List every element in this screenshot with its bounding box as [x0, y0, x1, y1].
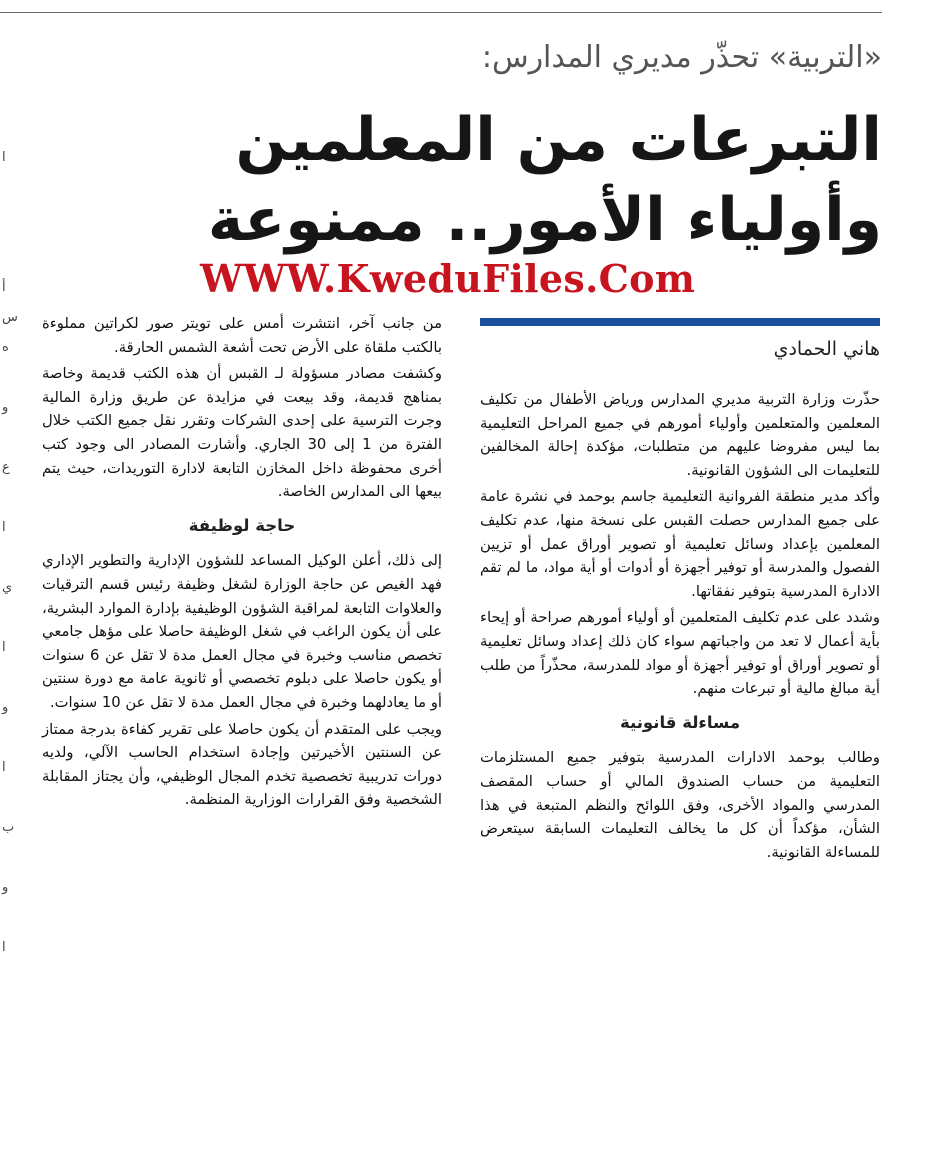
- headline-line-2: وأولياء الأمور.. ممنوعة: [207, 185, 882, 255]
- headline: [162, 100, 882, 260]
- paragraph: إلى ذلك، أعلن الوكيل المساعد للشؤون الإدارية والتطوير الإداري فهد الغيص عن حاجة الوزارة لشغل وظيفة رئيس قسم الترقيات والعلاوات التابعة لمراقبة الشؤون الوظيفية بإدارة الموارد البشرية، على أن يكون الراغب في شغل الوظيفة حاصلا على مؤهل جامعي تخصص مناسب وخبرة في مجال العمل مدة لا تقل عن 6 سنوات أو يكون حاصلا على دبلوم تخصصي أو ثانوية عامة مع دورة سنتين أو ما يعادلهما وخبرة في مجال العمل مدة لا تقل عن 10 سنوات.: [42, 552, 442, 711]
- watermark: WWW.KweduFiles.Com: [200, 256, 696, 301]
- paragraph: وكشفت مصادر مسؤولة لـ القبس أن هذه الكتب قديمة وخاصة بمناهج قديمة، وقد بيعت في مزايدة عن طريق وزارة المالية وجرت الترسية على إحدى الشركات وتقرر نقل جميع الكتب خلال الفترة من 1 إلى 30 الجاري. وأشارت المصادر الى وجود كتب أخرى محفوظة داخل المخازن التابعة لادارة التوريدات، حيث يتم بيعها الى المدارس الخاصة.: [42, 365, 442, 501]
- subheading: حاجة لوظيفة: [188, 515, 296, 535]
- paragraph: من جانب آخر، انتشرت أمس على تويتر صور لكراتين مملوءة بالكتب ملقاة على الأرض تحت أشعة الشمس الحارقة.: [42, 315, 442, 356]
- paragraph: وأكد مدير منطقة الفروانية التعليمية جاسم بوحمد في نشرة عامة على جميع المدارس حصلت القبس على نسخة منها، عدم تكليف المعلمين بإعداد وسائل تعليمية أو تصوير أوراق عمل أو تزيين الفصول والمدرسة أو توفير أجهزة أو أدوات أو أية مواد، ما لم تقم الادارة المدرسية بتوفير نفقاتها.: [480, 488, 880, 600]
- adjacent-article-edge: ا أ س ه و ع ا ي ا و ا ب و ا: [2, 150, 18, 955]
- right-column: [480, 388, 880, 867]
- byline: هاني الحمادي: [773, 338, 880, 360]
- paragraph: وشدد على عدم تكليف المتعلمين أو أولياء أمورهم صراحة أو إيحاء بأية أعمال لا تعد من واجباتهم سواء كان ذلك إعداد وسائل تعليمية أو تصوير أوراق أو توفير أجهزة أو مواد للمدرسة، محذّراً من طلب أية مبالغ مالية أو تبرعات منهم.: [480, 609, 880, 698]
- kicker: «التربية» تحذّر مديري المدارس:: [481, 40, 882, 75]
- left-column: [42, 312, 442, 815]
- subheading: مساءلة قانونية: [619, 712, 741, 732]
- paragraph: وطالب بوحمد الادارات المدرسية بتوفير جميع المستلزمات التعليمية من حساب الصندوق المالي أو حساب المقصف المدرسي والمواد الأخرى، وفق اللوائح والنظم المتبعة في هذا الشأن، مؤكداً أن كل ما يخالف التعليمات السابقة سيتعرض للمساءلة القانونية.: [480, 749, 880, 861]
- paragraph: حذّرت وزارة التربية مديري المدارس ورياض الأطفال من تكليف المعلمين والمتعلمين وأولياء أمورهم في جميع المراحل التعليمية بما ليس مفروضا عليهم من متطلبات، مؤكدة إحالة المخالفين للتعليمات الى الشؤون القانونية.: [480, 391, 880, 479]
- headline-line-1: التبرعات من المعلمين: [235, 105, 882, 175]
- paragraph: ويجب على المتقدم أن يكون حاصلا على تقرير كفاءة بدرجة ممتاز عن السنتين الأخيرتين وإجادة استخدام الحاسب الآلي، ولديه دورات تدريبية تخصصية تخدم المجال الوظيفي، وأن يجتاز المقابلة الشخصية وفق القرارات الوزارية المنظمة.: [42, 720, 442, 809]
- top-rule: [0, 12, 882, 13]
- byline-accent-bar: [480, 318, 880, 326]
